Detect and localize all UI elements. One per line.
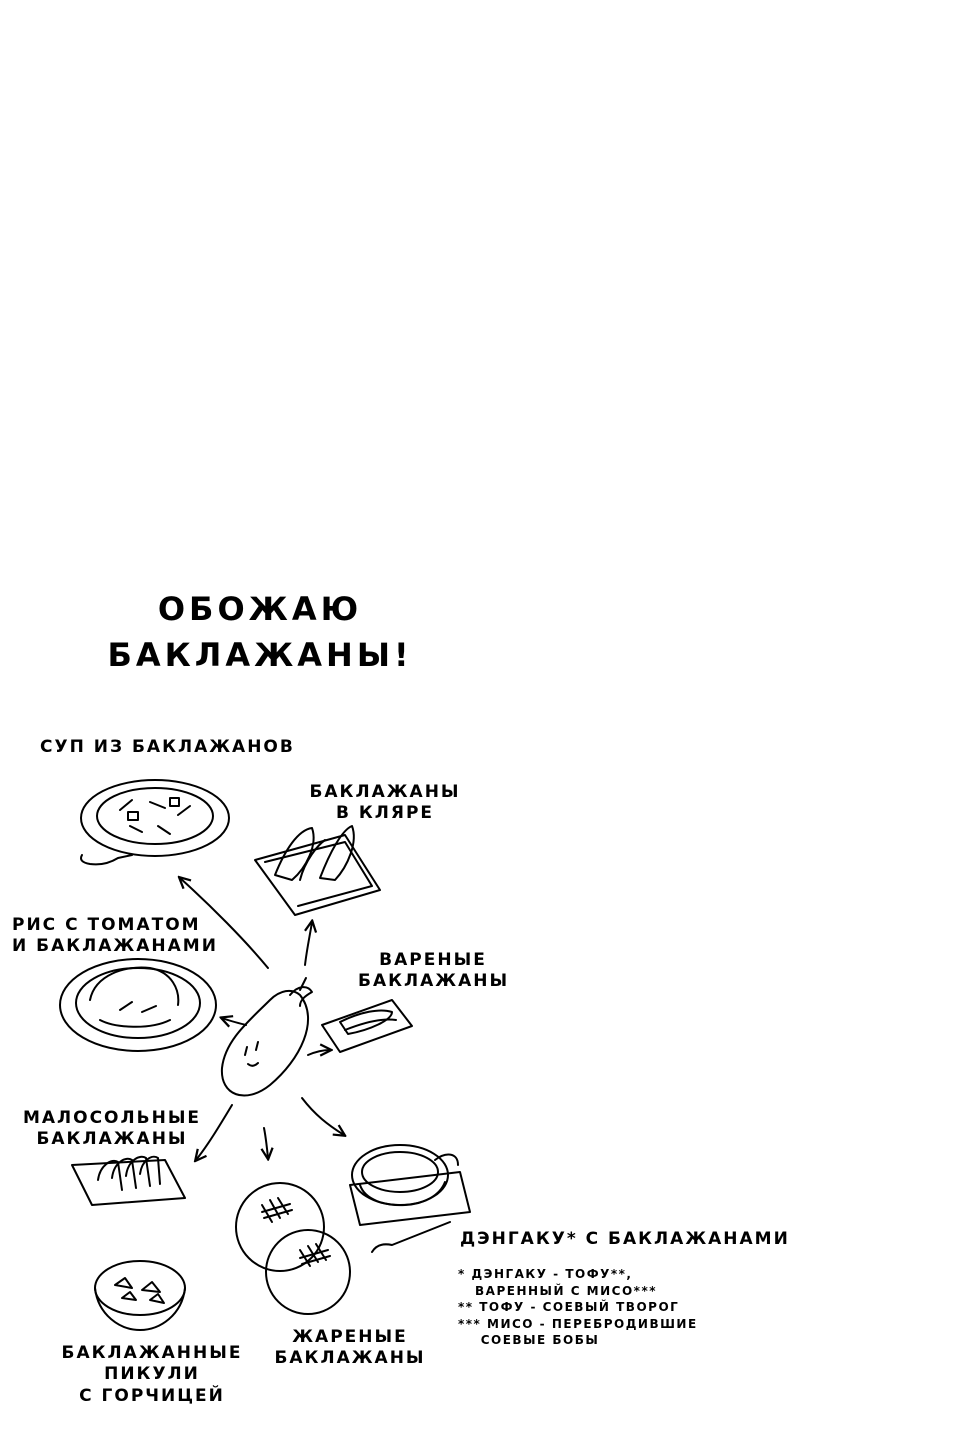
soup-bowl-icon bbox=[81, 780, 229, 864]
label-tempura: БАКЛАЖАНЫ В КЛЯРЕ bbox=[309, 782, 461, 824]
footnote: * ДЭНГАКУ - ТОФУ**, ВАРЕННЫЙ С МИСО*** bbox=[458, 1267, 658, 1298]
label-soup: СУП ИЗ БАКЛАЖАНОВ bbox=[40, 737, 295, 757]
footnote: *** МИСО - ПЕРЕБРОДИВШИЕ СОЕВЫЕ БОБЫ bbox=[458, 1316, 698, 1348]
label-mustard-pickles: БАКЛАЖАННЫЕ ПИКУЛИ С ГОРЧИЦЕЙ bbox=[61, 1343, 243, 1406]
arrow-to-boiled bbox=[308, 1050, 330, 1055]
arrow-to-rice bbox=[222, 1018, 246, 1025]
boiled-eggplant-dish-icon bbox=[322, 1000, 412, 1052]
page-title: ОБОЖАЮ БАКЛАЖАНЫ! bbox=[107, 590, 413, 675]
footnotes bbox=[458, 1266, 758, 1349]
arrow-to-fried bbox=[264, 1128, 268, 1158]
label-rice: РИС С ТОМАТОМ И БАКЛАЖАНАМИ bbox=[12, 915, 218, 957]
arrow-to-tempura bbox=[305, 922, 312, 965]
rice-plate-icon bbox=[60, 959, 216, 1051]
fried-eggplant-icon bbox=[236, 1183, 350, 1314]
dengaku-dish-icon bbox=[350, 1145, 470, 1252]
label-dengaku: ДЭНГАКУ* С БАКЛАЖАНАМИ bbox=[460, 1229, 790, 1249]
label-light-pickles: МАЛОСОЛЬНЫЕ БАКЛАЖАНЫ bbox=[22, 1108, 202, 1150]
label-boiled: ВАРЕНЫЕ БАКЛАЖАНЫ bbox=[358, 950, 510, 992]
eggplant-icon bbox=[222, 978, 312, 1096]
arrow-to-dengaku bbox=[302, 1098, 344, 1135]
light-pickles-plate-icon bbox=[72, 1157, 185, 1205]
footnote: ** ТОФУ - СОЕВЫЙ ТВОРОГ bbox=[458, 1300, 680, 1315]
mustard-pickles-bowl-icon bbox=[95, 1261, 185, 1330]
label-fried: ЖАРЕНЫЕ БАКЛАЖАНЫ bbox=[274, 1327, 426, 1369]
tempura-plate-icon bbox=[255, 826, 380, 915]
